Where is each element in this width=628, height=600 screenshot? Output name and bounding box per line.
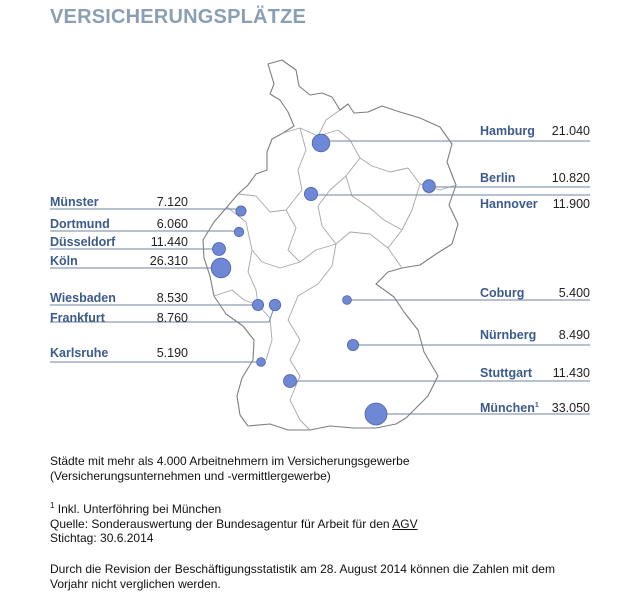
revision-line-2: Vorjahr nicht verglichen werden. (50, 576, 221, 591)
bubble-düsseldorf[interactable] (213, 243, 226, 256)
city-value-wiesbaden: 8.530 (156, 291, 188, 305)
city-value-stuttgart: 11.430 (552, 366, 590, 380)
city-name-berlin: Berlin (480, 171, 516, 185)
city-name-köln: Köln (50, 254, 78, 268)
bubble-münster[interactable] (236, 206, 246, 216)
bubble-stuttgart[interactable] (284, 375, 297, 388)
source-text: Quelle: Sonderauswertung der Bundesagentur für Arbeit für den (50, 516, 393, 531)
city-name-karlsruhe: Karlsruhe (50, 346, 109, 360)
city-name-dortmund: Dortmund (50, 217, 110, 231)
city-name-nürnberg: Nürnberg (480, 328, 537, 342)
city-name-hamburg: Hamburg (480, 124, 535, 138)
city-value-köln: 26.310 (149, 254, 188, 268)
city-footnote-mark: 1 (534, 402, 539, 409)
city-name-düsseldorf: Düsseldorf (50, 235, 116, 249)
city-name-coburg: Coburg (480, 286, 525, 300)
city-name-frankfurt: Frankfurt (50, 311, 105, 325)
city-name-wiesbaden: Wiesbaden (50, 291, 116, 305)
legend-line-2: (Versicherungsunternehmen und -vermittlergewerbe) (50, 468, 331, 483)
germany-outline (203, 60, 458, 430)
city-value-nürnberg: 8.490 (558, 328, 590, 342)
bubble-münchen[interactable] (365, 403, 387, 425)
bubble-frankfurt[interactable] (269, 299, 280, 310)
city-value-hannover: 11.900 (552, 197, 590, 211)
city-name-münster: Münster (50, 195, 99, 209)
city-value-coburg: 5.400 (558, 286, 590, 300)
city-value-düsseldorf: 11.440 (150, 235, 188, 249)
city-value-münchen: 33.050 (551, 401, 590, 415)
bubble-wiesbaden[interactable] (252, 299, 263, 310)
city-value-hamburg: 21.040 (551, 124, 590, 138)
legend-note (50, 454, 610, 483)
city-value-münster: 7.120 (156, 195, 188, 209)
bubble-hannover[interactable] (304, 187, 317, 200)
city-name-stuttgart: Stuttgart (480, 366, 533, 380)
bubble-karlsruhe[interactable] (257, 358, 266, 367)
city-name-hannover: Hannover (480, 197, 538, 211)
legend-line-1: Städte mit mehr als 4.000 Arbeitnehmern im Versicherungsgewerbe (50, 454, 410, 468)
bubble-berlin[interactable] (423, 180, 436, 193)
bubble-dortmund[interactable] (234, 227, 243, 236)
city-value-karlsruhe: 5.190 (156, 346, 188, 360)
bubble-köln[interactable] (211, 258, 231, 278)
stichtag: Stichtag: 30.6.2014 (50, 531, 154, 545)
bubble-nürnberg[interactable] (347, 339, 358, 350)
city-value-berlin: 10.820 (551, 171, 590, 185)
city-value-frankfurt: 8.760 (156, 311, 188, 325)
leader-line-münster (50, 209, 241, 211)
footnote-text: Inkl. Unterföhring bei München (54, 502, 222, 516)
page-title: VERSICHERUNGSPLÄTZE (50, 6, 307, 28)
revision-note (50, 562, 610, 591)
bubble-coburg[interactable] (343, 296, 352, 305)
revision-line-1: Durch die Revision der Beschäftigungsstatistik am 28. August 2014 können die Zahlen mit dem (50, 562, 555, 576)
footnote-mark: 1 (50, 501, 55, 510)
bubble-hamburg[interactable] (312, 134, 330, 152)
city-value-dortmund: 6.060 (156, 217, 188, 231)
footnote-block (50, 499, 610, 546)
agv-link[interactable]: AGV (392, 516, 418, 531)
city-name-münchen: München$^1$ (480, 401, 539, 415)
